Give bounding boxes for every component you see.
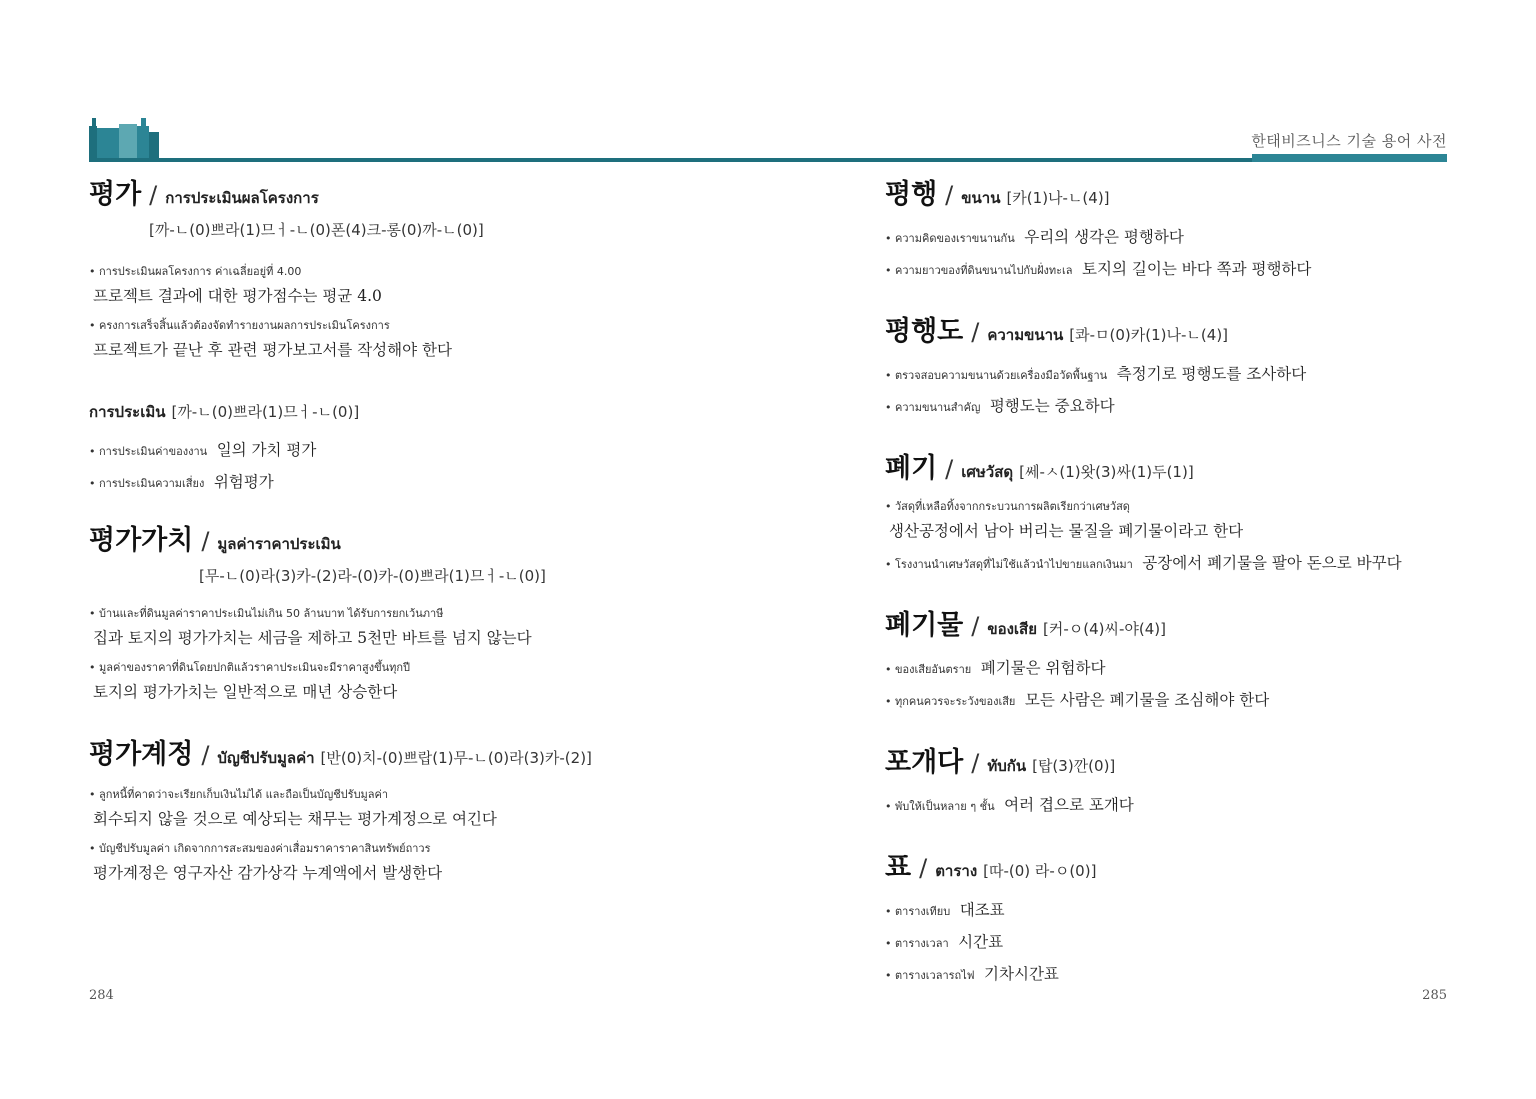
thai-term: ตาราง <box>935 862 978 880</box>
thai-term: เศษวัสดุ <box>961 463 1014 481</box>
example-korean: 토지의 길이는 바다 쪽과 평행하다 <box>1082 260 1312 278</box>
example-inline <box>885 688 1485 710</box>
sub-headword: การประเมิน <box>89 403 166 421</box>
headword: 평행도 <box>885 316 964 347</box>
example <box>89 839 749 883</box>
example-korean: 시간표 <box>958 933 1004 951</box>
headword: 평가 <box>89 179 142 210</box>
example-korean: 측정기로 평행도를 조사하다 <box>1116 365 1307 383</box>
example-thai: โรงงานนำเศษวัสดุที่ไม่ใช้แล้วนำไปขายแลกเงินมา <box>895 558 1133 571</box>
pronunciation: [반(0)치-(0)쁘랍(1)무-ㄴ(0)라(3)카-(2)] <box>320 749 592 767</box>
pronunciation: [까-ㄴ(0)쁘라(1)므ㅓ-ㄴ(0)폰(4)크-롱(0)까-ㄴ(0)] <box>149 221 484 239</box>
example-inline <box>885 551 1485 573</box>
thai-term: ความขนาน <box>987 326 1064 344</box>
right-column <box>885 172 1485 984</box>
headword: 폐기물 <box>885 610 964 641</box>
example <box>89 316 749 360</box>
pronunciation: [콰-ㅁ(0)카(1)나-ㄴ(4)] <box>1069 326 1229 344</box>
example-thai: • บ้านและที่ดินมูลค่าราคาประเมินไม่เกิน 50 ล้านบาท ได้รับการยกเว้นภาษี <box>89 604 749 622</box>
example-korean: 생산공정에서 남아 버리는 물질을 폐기물이라고 한다 <box>889 522 1244 540</box>
example-thai: การประเมินความเสี่ยง <box>99 477 205 490</box>
entry-stack: 포개다 / ทับกัน [탑(3)깐(0)] • พับให้เป็นหลาย ๆ ชั้น 여러 겹으로 포개다 <box>885 740 1485 815</box>
example-thai: ตารางเวลารถไฟ <box>895 969 975 982</box>
example-thai: ของเสียอันตราย <box>895 663 972 676</box>
example-thai: ความยาวของที่ดินขนานไปกับฝั่งทะเล <box>895 264 1073 277</box>
thai-term: บัญชีปรับมูลค่า <box>217 749 315 767</box>
example-inline <box>885 362 1485 384</box>
book-title: 한태비즈니스 기술 용어 사전 <box>1251 132 1447 150</box>
example-korean: 기차시간표 <box>984 965 1059 983</box>
example-korean: 우리의 생각은 평행하다 <box>1024 228 1184 246</box>
example-inline <box>885 394 1485 416</box>
example-thai: ตารางเทียบ <box>895 905 951 918</box>
entry-waste: 폐기물 / ของเสีย [커-ㅇ(4)씨-야(4)] • ของเสียอันตราย 폐기물은 위험하다 • ทุกคนควรจะระวังของเสีย 모든 사람은 폐기물을 조심해야 한다 <box>885 603 1485 710</box>
example-korean: 위험평가 <box>213 473 274 491</box>
entry-assessment <box>89 400 749 492</box>
headword: 평행 <box>885 179 938 210</box>
example-inline <box>885 898 1485 920</box>
example-inline <box>89 470 749 492</box>
example-thai: ความขนานสำคัญ <box>895 401 981 414</box>
example-inline <box>885 793 1485 815</box>
thai-term: ของเสีย <box>987 620 1038 638</box>
example-thai: • มูลค่าของราคาที่ดินโดยปกติแล้วราคาประเมินจะมีราคาสูงขึ้นทุกปี <box>89 658 749 676</box>
pronunciation: [까-ㄴ(0)쁘라(1)므ㅓ-ㄴ(0)] <box>171 403 360 421</box>
example-thai: • บัญชีปรับมูลค่า เกิดจากการสะสมของค่าเสื่อมราคาราคาสินทรัพย์ถาวร <box>89 839 749 857</box>
example <box>89 262 749 306</box>
entry-table: 표 / ตาราง [따-(0) 라-ㅇ(0)] • ตารางเทียบ 대조표 • ตารางเวลา 시간표 • ตารางเวลารถไฟ 기차시간표 <box>885 845 1485 984</box>
example-thai: ตรวจสอบความขนานด้วยเครื่องมือวัดพื้นฐาน <box>895 369 1108 382</box>
example-korean: 공장에서 폐기물을 팔아 돈으로 바꾸다 <box>1142 554 1402 572</box>
example-thai: ทุกคนควรจะระวังของเสีย <box>895 695 1016 708</box>
book-logo <box>89 118 159 161</box>
example-thai: • วัสดุที่เหลือทิ้งจากกระบวนการผลิตเรียกว่าเศษวัสดุ <box>885 497 1485 515</box>
example-thai: ความคิดของเราขนานกัน <box>895 232 1015 245</box>
example-korean: 평가계정은 영구자산 감가상각 누계액에서 발생한다 <box>93 864 443 882</box>
pronunciation: [커-ㅇ(4)씨-야(4)] <box>1043 620 1167 638</box>
entry-disposal: 폐기 / เศษวัสดุ [쎄-ㅅ(1)왓(3)싸(1)두(1)] • วัสดุที่เหลือทิ้งจากกระบวนการผลิตเรียกว่าเศษวัสดุ 생산공정에서 남아 버리는 물질을 폐기물이라고 한다 • โรงงานนำเศษวัสดุที่ไม่ใช้แล้วนำไปขายแลกเงินมา 공장에서 폐기물을 팔아 돈으로 바꾸다 <box>885 446 1485 573</box>
example-thai: ตารางเวลา <box>895 937 949 950</box>
example-thai: • ลูกหนี้ที่คาดว่าจะเรียกเก็บเงินไม่ได้ และถือเป็นบัญชีปรับมูลค่า <box>89 785 749 803</box>
example-inline <box>885 225 1485 247</box>
headword: 폐기 <box>885 453 938 484</box>
entry-evaluation: 평가 / การประเมินผลโครงการ [까-ㄴ(0)쁘라(1)므ㅓ-ㄴ(0)폰(4)크-롱(0)까-ㄴ(0)] • การประเมินผลโครงการ ค่าเฉลี่ยอยู่ที่ 4.00 프로젝트 결과에 대한 평가점수는 평균 4.0 • ครงการเสร็จสิ้นแล้วต้องจัดทำรายงานผลการประเมินโครงการ 프로젝트가 끝난 후 관련 평가보고서를 작성해야 한다 <box>89 172 749 360</box>
headword: 표 <box>885 852 912 883</box>
example-korean: 일의 가치 평가 <box>216 441 317 459</box>
thai-term: ทับกัน <box>987 757 1027 775</box>
example-korean: 토지의 평가가치는 일반적으로 매년 상승한다 <box>93 683 398 701</box>
pronunciation: [쎄-ㅅ(1)왓(3)싸(1)두(1)] <box>1019 463 1194 481</box>
entry-parallelism: 평행도 / ความขนาน [콰-ㅁ(0)카(1)나-ㄴ(4)] • ตรวจสอบความขนานด้วยเครื่องมือวัดพื้นฐาน 측정기로 평행도를 조사하다 • ความขนานสำคัญ 평행도는 중요하다 <box>885 309 1485 416</box>
headword: 평가가치 <box>89 525 194 556</box>
example <box>885 497 1485 541</box>
pronunciation: [무-ㄴ(0)라(3)카-(2)라-(0)카-(0)쁘라(1)므ㅓ-ㄴ(0)] <box>199 567 546 585</box>
page-number-right: 285 <box>1422 988 1447 1003</box>
example-korean: 모든 사람은 폐기물을 조심해야 한다 <box>1024 691 1270 709</box>
page-number-left: 284 <box>89 988 114 1003</box>
entry-parallel: 평행 / ขนาน [카(1)나-ㄴ(4)] • ความคิดของเราขนานกัน 우리의 생각은 평행하다 • ความยาวของที่ดินขนานไปกับฝั่งทะเล 토지의 길이는 바다 쪽과 평행하다 <box>885 172 1485 279</box>
example-korean: 평행도는 중요하다 <box>989 397 1115 415</box>
thai-term: มูลค่าราคาประเมิน <box>217 535 341 553</box>
example <box>89 785 749 829</box>
left-column <box>89 172 749 883</box>
thai-term: ขนาน <box>961 189 1001 207</box>
example <box>89 604 749 648</box>
example-korean: 대조표 <box>959 901 1005 919</box>
example-korean: 프로젝트 결과에 대한 평가점수는 평균 4.0 <box>93 287 382 305</box>
example-inline <box>885 962 1485 984</box>
pronunciation: [따-(0) 라-ㅇ(0)] <box>983 862 1097 880</box>
pronunciation: [탑(3)깐(0)] <box>1032 757 1116 775</box>
thai-term: การประเมินผลโครงการ <box>165 189 319 207</box>
headword: 평가계정 <box>89 739 194 770</box>
example-thai: การประเมินค่าของงาน <box>99 445 208 458</box>
example-korean: 프로젝트가 끝난 후 관련 평가보고서를 작성해야 한다 <box>93 341 452 359</box>
entry-valuation-account: 평가계정 / บัญชีปรับมูลค่า [반(0)치-(0)쁘랍(1)무-ㄴ(0)라(3)카-(2)] • ลูกหนี้ที่คาดว่าจะเรียกเก็บเงินไม่ได้ และถือเป็นบัญชีปรับมูลค่า 회수되지 않을 것으로 예상되는 채무는 평가계정으로 여긴다 • บัญชีปรับมูลค่า เกิดจากการสะสมของค่าเสื่อมราคาราคาสินทรัพย์ถาวร 평가계정은 영구자산 감가상각 누계액에서 발생한다 <box>89 732 749 883</box>
example-thai: • ครงการเสร็จสิ้นแล้วต้องจัดทำรายงานผลการประเมินโครงการ <box>89 316 749 334</box>
example-korean: 집과 토지의 평가가치는 세금을 제하고 5천만 바트를 넘지 않는다 <box>93 629 532 647</box>
header-tab-accent <box>1252 154 1447 162</box>
example-korean: 여러 겹으로 포개다 <box>1004 796 1134 814</box>
example-thai: • การประเมินผลโครงการ ค่าเฉลี่ยอยู่ที่ 4.00 <box>89 262 749 280</box>
example-thai: พับให้เป็นหลาย ๆ ชั้น <box>895 800 995 813</box>
example-inline <box>885 656 1485 678</box>
pronunciation: [카(1)나-ㄴ(4)] <box>1006 189 1110 207</box>
example-korean: 회수되지 않을 것으로 예상되는 채무는 평가계정으로 여긴다 <box>93 810 497 828</box>
example <box>89 658 749 702</box>
example-inline <box>89 438 749 460</box>
example-inline <box>885 257 1485 279</box>
example-korean: 폐기물은 위험하다 <box>980 659 1106 677</box>
entry-appraised-value: 평가가치 / มูลค่าราคาประเมิน [무-ㄴ(0)라(3)카-(2)라-(0)카-(0)쁘라(1)므ㅓ-ㄴ(0)] • บ้านและที่ดินมูลค่าราคาประเมินไม่เกิน 50 ล้านบาท ได้รับการยกเว้นภาษี 집과 토지의 평가가치는 세금을 제하고 5천만 바트를 넘지 않는다 • มูลค่าของราคาที่ดินโดยปกติแล้วราคาประเมินจะมีราคาสูงขึ้นทุกปี 토지의 평가가치는 일반적으로 매년 상승한다 <box>89 518 749 702</box>
headword: 포개다 <box>885 747 964 778</box>
header-rule <box>89 158 1447 162</box>
example-inline <box>885 930 1485 952</box>
